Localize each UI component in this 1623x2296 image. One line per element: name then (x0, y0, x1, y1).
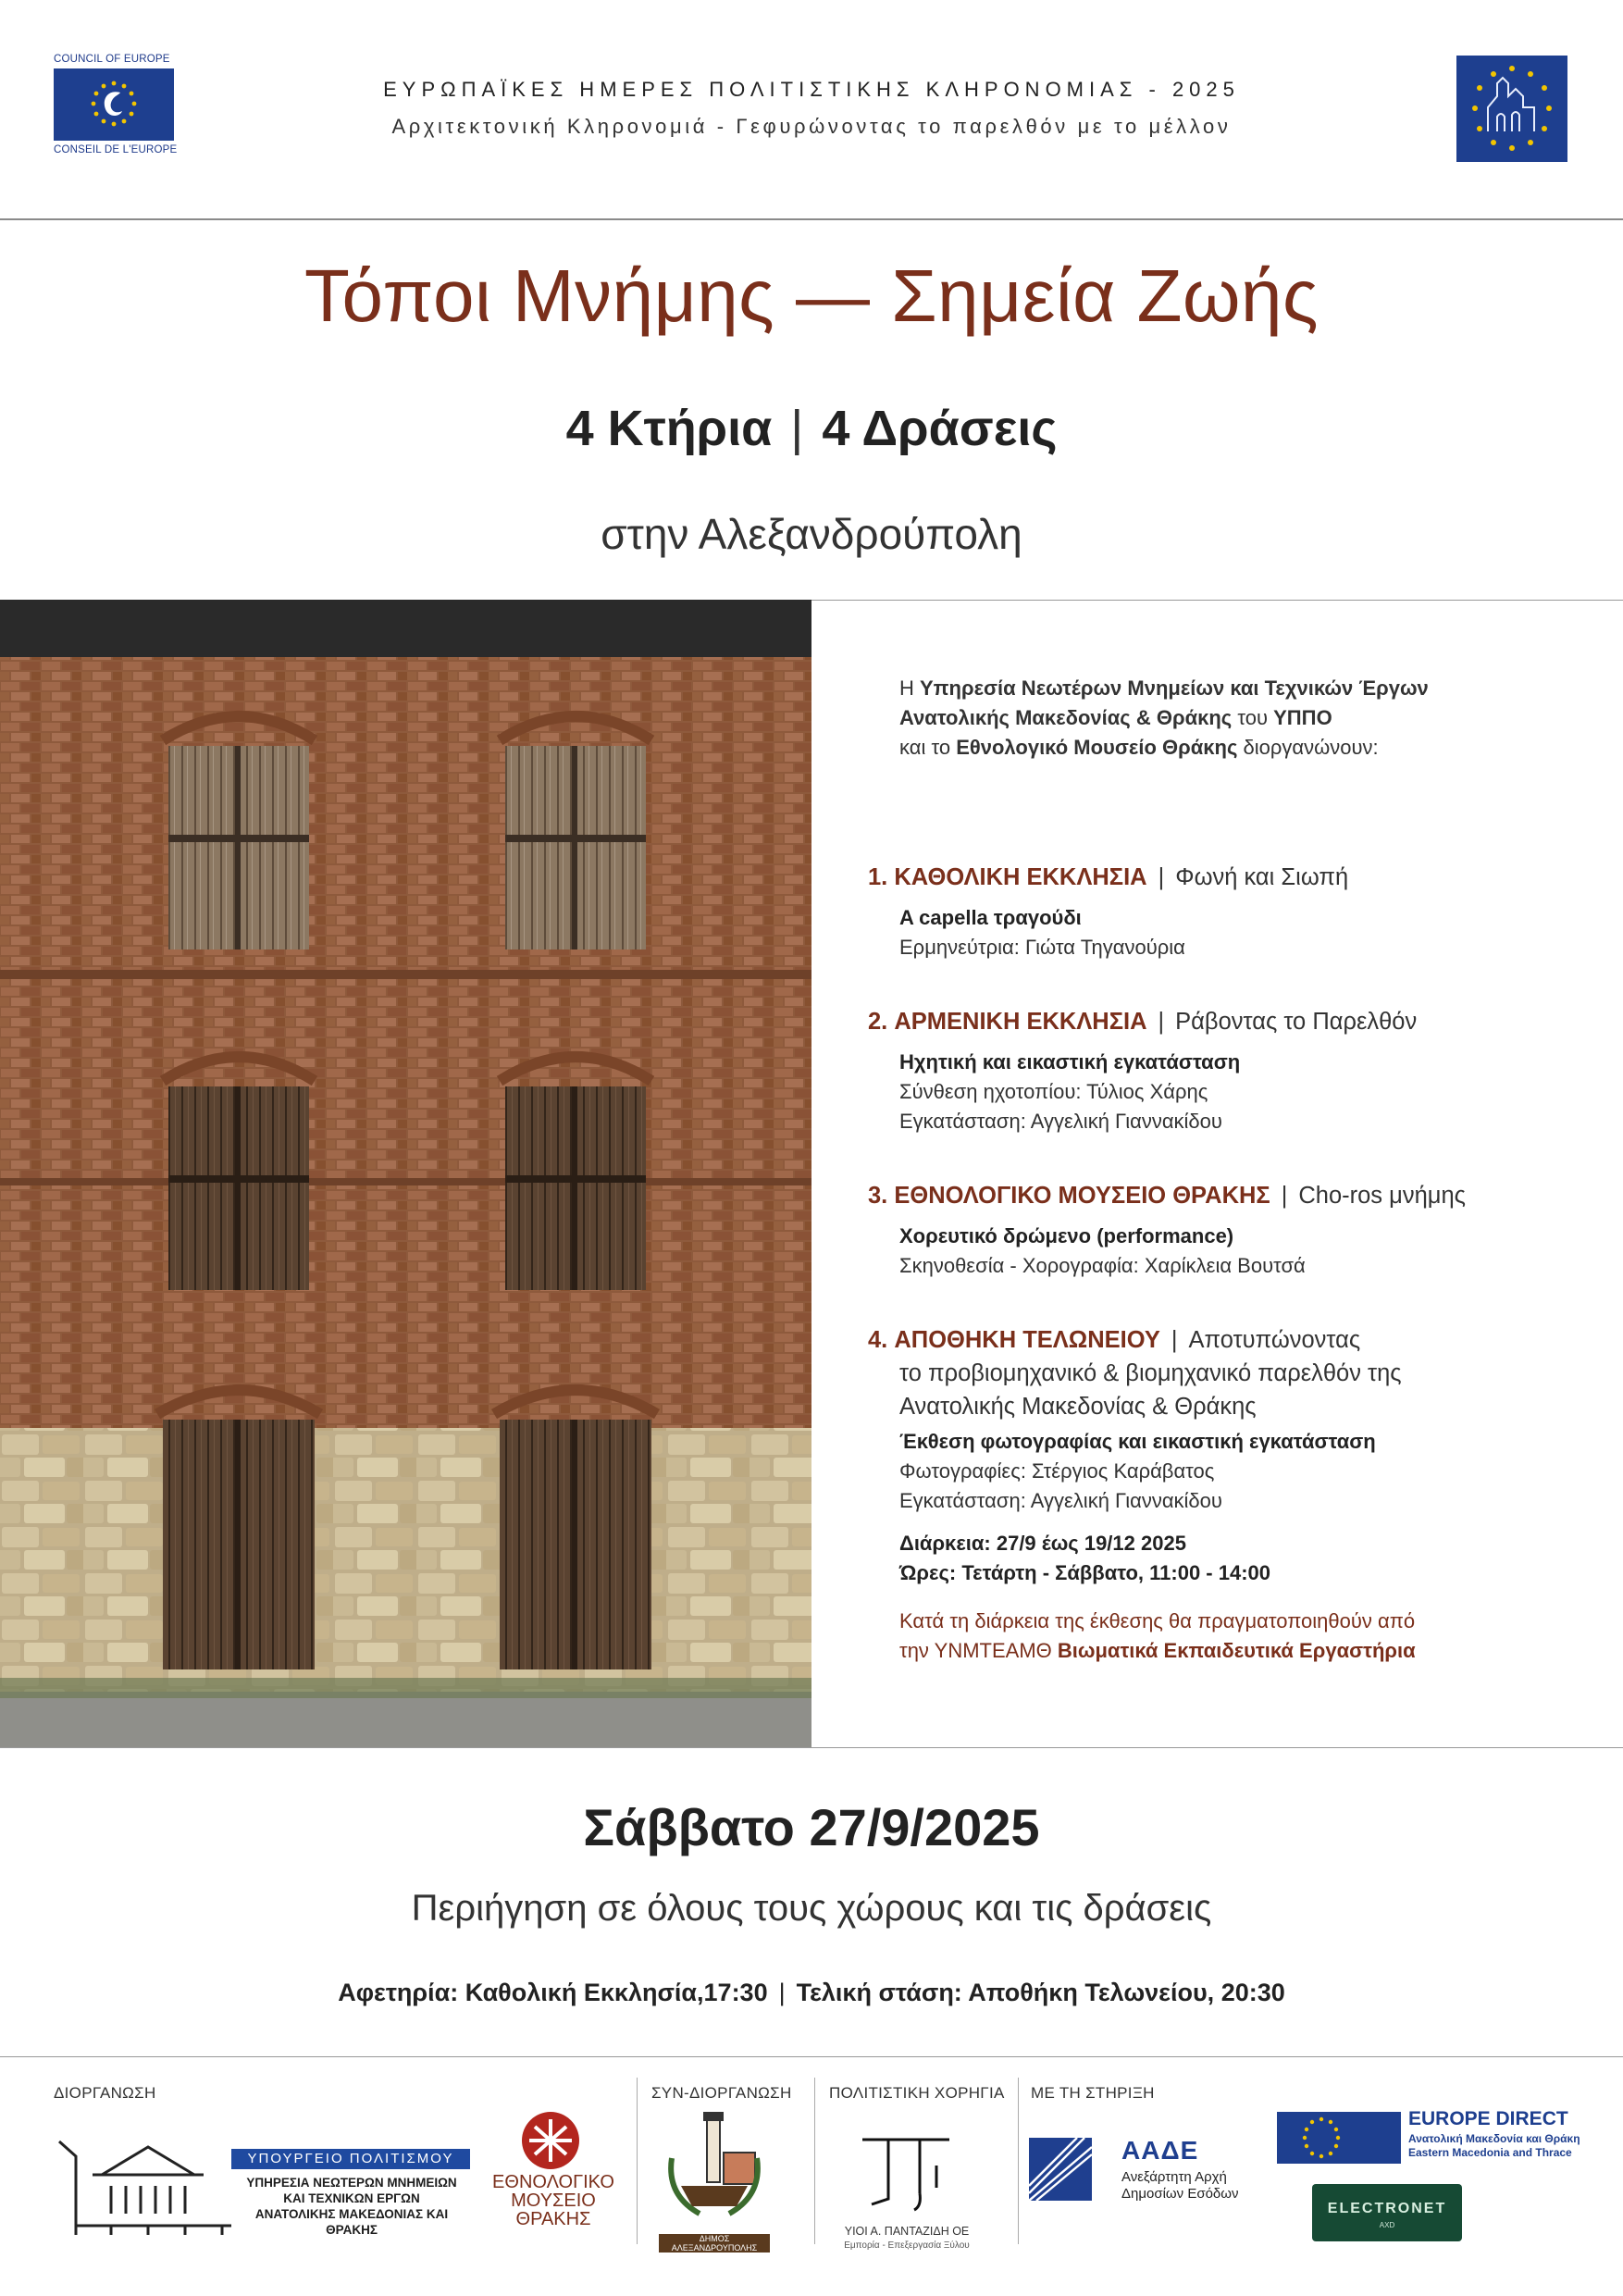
coe-label-top: COUNCIL OF EUROPE (54, 54, 170, 65)
intro-region: Ανατολικής Μακεδονίας & Θράκης (899, 706, 1233, 729)
footer-separator (1018, 2078, 1019, 2244)
item-credit: Φωτογραφίες: Στέργιος Καράβατος (899, 1459, 1215, 1483)
item-type: Έκθεση φωτογραφίας και εικαστική εγκατάσταση (899, 1430, 1376, 1453)
item-credit: Σύνθεση ηχοτοπίου: Τύλιος Χάρης (899, 1080, 1208, 1103)
main-title: Τόποι Μνήμης — Σημεία Ζωής (304, 254, 1319, 337)
exhibition-dates (899, 1529, 1590, 1588)
route-separator: | (778, 1979, 786, 2006)
ethnological-museum-icon (518, 2110, 583, 2176)
item-number: 3. (868, 1183, 888, 1209)
ministry-service-name (231, 2175, 472, 2238)
tour-route (0, 1979, 1623, 2007)
aade-line: Ανεξάρτητη Αρχή (1121, 2169, 1227, 2185)
ministry-building-icon (56, 2128, 236, 2240)
europe-direct-line: Ανατολική Μακεδονία και Θράκη (1408, 2132, 1580, 2145)
heritage-days-theme: Αρχιτεκτονική Κληρονομιά - Γεφυρώνοντας το παρελθόν με το μέλλον (391, 115, 1232, 138)
intro-text-2: του (1232, 706, 1274, 729)
pantazidis-name: ΥΙΟΙ Α. ΠΑΝΤΑΖΙΔΗ ΟΕ (844, 2225, 970, 2238)
intro-text-4: διοργανώνουν: (1237, 736, 1379, 759)
intro-text-3: και το (899, 736, 957, 759)
museum-line: ΘΡΑΚΗΣ (515, 2209, 591, 2229)
museum-line: ΕΘΝΟΛΟΓΙΚΟ (492, 2172, 614, 2192)
subtitle-actions: 4 Δράσεις (822, 401, 1058, 456)
program-section (868, 674, 1590, 1666)
item-credit: Εγκατάσταση: Αγγελική Γιαννακίδου (899, 1489, 1222, 1512)
aade-line: Δημοσίων Εσόδων (1121, 2186, 1239, 2202)
note-workshops: Βιωματικά Εκπαιδευτικά Εργαστήρια (1057, 1639, 1416, 1662)
pantazidis-logo-icon (861, 2128, 953, 2216)
intro-service-name: Υπηρεσία Νεωτέρων Μνημείων και Τεχνικών Έργων (920, 676, 1429, 700)
note-line: Κατά τη διάρκεια της έκθεσης θα πραγματοποιηθούν από (899, 1609, 1416, 1632)
heritage-days-heading: ΕΥΡΩΠΑΪΚΕΣ ΗΜΕΡΕΣ ΠΟΛΙΤΙΣΤΙΚΗΣ ΚΛΗΡΟΝΟΜΙΑΣ - 2025 (383, 78, 1240, 101)
ministry-line: ΑΝΑΤΟΛΙΚΗΣ ΜΑΚΕΔΟΝΙΑΣ ΚΑΙ ΘΡΑΚΗΣ (254, 2207, 449, 2237)
item-action-title: Cho-ros μνήμης (1298, 1183, 1466, 1209)
program-item: 4. ΑΠΟΘΗΚΗ ΤΕΛΩΝΕΙΟΥ | Αποτυπώνοντας το προβιομηχανικό & βιομηχανικό παρελθόν της Ανατολικής Μακεδονίας & Θράκης Έκθεση φωτογραφίας και εικαστική εγκατάσταση Φωτογραφίες: Στέργιος Καράβατος Εγκατάσταση: Αγγελική Γιαννακίδου (868, 1323, 1590, 1516)
europe-direct-line: Eastern Macedonia and Thrace (1408, 2146, 1572, 2159)
intro-text-1: Η (899, 676, 920, 700)
electronet-logo (1312, 2184, 1462, 2241)
program-item: 2. ΑΡΜΕΝΙΚΗ ΕΚΚΛΗΣΙΑ | Ράβοντας το Παρελθόν Ηχητική και εικαστική εγκατάσταση Σύνθεση ηχοτοπίου: Τύλιος Χάρης Εγκατάσταση: Αγγελική Γιαννακίδου (868, 1005, 1590, 1136)
item-type: A capella τραγούδι (899, 906, 1082, 929)
program-item: 1. ΚΑΘΟΛΙΚΗ ΕΚΚΛΗΣΙΑ | Φωνή και Σιωπή A capella τραγούδι Ερμηνεύτρια: Γιώτα Τηγανούρια (868, 861, 1590, 962)
location-text: στην Αλεξανδρούπολη (601, 510, 1022, 558)
label-co-organization: ΣΥΝ-ΔΙΟΡΓΑΝΩΣΗ (651, 2084, 792, 2102)
exhibition-duration: Διάρκεια: 27/9 έως 19/12 2025 (899, 1532, 1186, 1555)
tour-description: Περιήγηση σε όλους τους χώρους και τις δράσεις (411, 1888, 1212, 1929)
header-divider (0, 218, 1623, 220)
electronet-sub: AXD (1379, 2221, 1395, 2229)
europe-direct-region (1408, 2132, 1580, 2160)
pantazidis-activity: Εμπορία - Επεξεργασία Ξύλου (844, 2240, 970, 2251)
workshops-note (899, 1607, 1590, 1666)
electronet-name: ELECTRONET (1327, 2201, 1447, 2216)
item-number: 1. (868, 864, 888, 890)
program-item: 3. ΕΘΝΟΛΟΓΙΚΟ ΜΟΥΣΕΙΟ ΘΡΑΚΗΣ | Cho-ros μνήμης Χορευτικό δρώμενο (performance) Σκηνοθεσία - Χορογραφία: Χαρίκλεια Βουτσά (868, 1179, 1590, 1281)
item-credit: Εγκατάσταση: Αγγελική Γιαννακίδου (899, 1110, 1222, 1133)
item-venue: ΑΠΟΘΗΚΗ ΤΕΛΩΝΕΙΟΥ (894, 1327, 1160, 1353)
exhibition-hours: Ώρες: Τετάρτη - Σάββατο, 11:00 - 14:00 (899, 1561, 1270, 1584)
label-support: ΜΕ ΤΗ ΣΤΗΡΙΞΗ (1031, 2084, 1155, 2102)
municipality-name: ΔΗΜΟΣ ΑΛΕΞΑΝΔΡΟΥΠΟΛΗΣ (659, 2234, 770, 2253)
intro-museum: Εθνολογικό Μουσείο Θράκης (956, 736, 1238, 759)
footer-separator (814, 2078, 815, 2244)
municipality-emblem-icon (663, 2112, 766, 2237)
museum-line: ΜΟΥΣΕΙΟ (511, 2191, 596, 2211)
item-venue: ΑΡΜΕΝΙΚΗ ΕΚΚΛΗΣΙΑ (894, 1009, 1147, 1035)
item-action-title: Φωνή και Σιωπή (1175, 864, 1349, 890)
aade-title: ΑΑΔΕ (1121, 2136, 1199, 2165)
europe-direct-title: EUROPE DIRECT (1408, 2108, 1568, 2129)
coe-label-bottom: CONSEIL DE L'EUROPE (54, 144, 178, 155)
ethnological-museum-name (479, 2173, 627, 2228)
label-sponsorship: ΠΟΛΙΤΙΣΤΙΚΗ ΧΟΡΗΓΙΑ (829, 2084, 1005, 2102)
subtitle (0, 400, 1623, 457)
subtitle-separator: | (790, 401, 804, 456)
item-action-title-cont: Ανατολικής Μακεδονίας & Θράκης (899, 1394, 1257, 1420)
item-type: Χορευτικό δρώμενο (performance) (899, 1224, 1234, 1247)
european-heritage-days-logo (1456, 56, 1567, 162)
council-of-europe-logo (54, 54, 189, 163)
item-credit: Σκηνοθεσία - Χορογραφία: Χαρίκλεια Βουτσά (899, 1254, 1306, 1277)
note-line: την ΥΝΜΤΕΑΜΘ (899, 1639, 1058, 1662)
event-date: Σάββατο 27/9/2025 (583, 1798, 1040, 1856)
brick-building-photo (0, 600, 812, 1747)
ministry-line: ΥΠΗΡΕΣΙΑ ΝΕΩΤΕΡΩΝ ΜΝΗΜΕΙΩΝ (246, 2176, 457, 2190)
label-organization: ΔΙΟΡΓΑΝΩΣΗ (54, 2084, 156, 2102)
item-action-title: Αποτυπώνοντας (1188, 1327, 1361, 1353)
subtitle-buildings: 4 Κτήρια (565, 401, 773, 456)
ministry-line: ΚΑΙ ΤΕΧΝΙΚΩΝ ΕΡΓΩΝ (283, 2191, 420, 2205)
footer-separator (637, 2078, 638, 2244)
aade-subtitle (1121, 2169, 1238, 2203)
photo-bottom-divider (0, 1747, 1623, 1748)
item-number: 2. (868, 1009, 888, 1035)
ministry-badge: ΥΠΟΥΡΓΕΙΟ ΠΟΛΙΤΙΣΜΟΥ (231, 2149, 470, 2169)
intro-ministry: ΥΠΠΟ (1273, 706, 1332, 729)
aade-logo-icon (1029, 2138, 1092, 2205)
eu-flag-icon (1277, 2112, 1401, 2164)
tour-start: Αφετηρία: Καθολική Εκκλησία,17:30 (338, 1979, 768, 2006)
item-action-title-cont: το προβιομηχανικό & βιομηχανικό παρελθόν της (899, 1360, 1402, 1386)
item-venue: ΚΑΘΟΛΙΚΗ ΕΚΚΛΗΣΙΑ (894, 864, 1147, 890)
tour-end: Τελική στάση: Αποθήκη Τελωνείου, 20:30 (796, 1979, 1285, 2006)
item-type: Ηχητική και εικαστική εγκατάσταση (899, 1050, 1241, 1074)
footer-divider (0, 2056, 1623, 2057)
item-venue: ΕΘΝΟΛΟΓΙΚΟ ΜΟΥΣΕΙΟ ΘΡΑΚΗΣ (894, 1183, 1270, 1209)
organizers-intro (899, 674, 1590, 763)
item-number: 4. (868, 1327, 888, 1353)
item-action-title: Ράβοντας το Παρελθόν (1175, 1009, 1418, 1035)
item-credit: Ερμηνεύτρια: Γιώτα Τηγανούρια (899, 936, 1185, 959)
